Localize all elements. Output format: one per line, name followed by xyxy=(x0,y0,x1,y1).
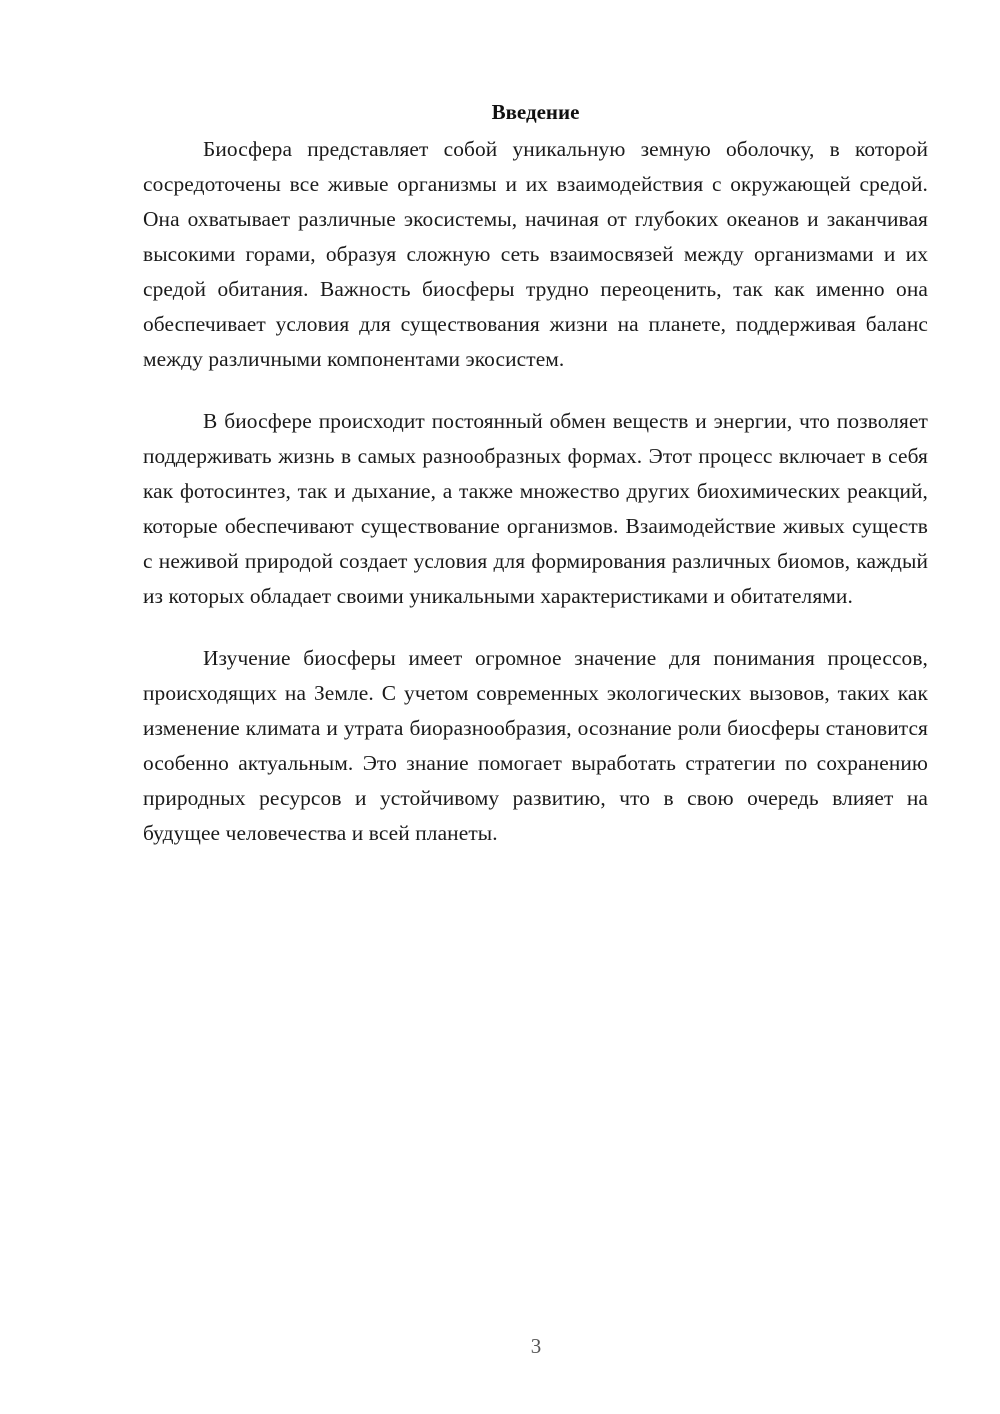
page-content xyxy=(143,97,928,878)
paragraph-2: В биосфере происходит постоянный обмен веществ и энергии, что позволяет поддерживать жизнь в самых разнообразных формах. Этот процесс включает в себя как фотосинтез, так и дыхание, а также множество других биохимических реакций, которые обеспечивают существование организмов. Взаимодействие живых существ с неживой природой создает условия для формирования различных биомов, каждый из которых обладает своими уникальными характеристиками и обитателями. xyxy=(143,409,928,608)
section-title: Введение xyxy=(491,100,580,124)
paragraph-3: Изучение биосферы имеет огромное значение для понимания процессов, происходящих на Земле. С учетом современных экологических вызовов, таких как изменение климата и утрата биоразнообразия, осознание роли биосферы становится особенно актуальным. Это знание помогает выработать стратегии по сохранению природных ресурсов и устойчивому развитию, что в свою очередь влияет на будущее человечества и всей планеты. xyxy=(143,646,928,845)
paragraph-1: Биосфера представляет собой уникальную земную оболочку, в которой сосредоточены все живые организмы и их взаимодействия с окружающей средой. Она охватывает различные экосистемы, начиная от глубоких океанов и заканчивая высокими горами, образуя сложную сеть взаимосвязей между организмами и их средой обитания. Важность биосферы трудно переоценить, так как именно она обеспечивает условия для существования жизни на планете, поддерживая баланс между различными компонентами экосистем. xyxy=(143,137,928,371)
page-number: 3 xyxy=(530,1334,542,1358)
